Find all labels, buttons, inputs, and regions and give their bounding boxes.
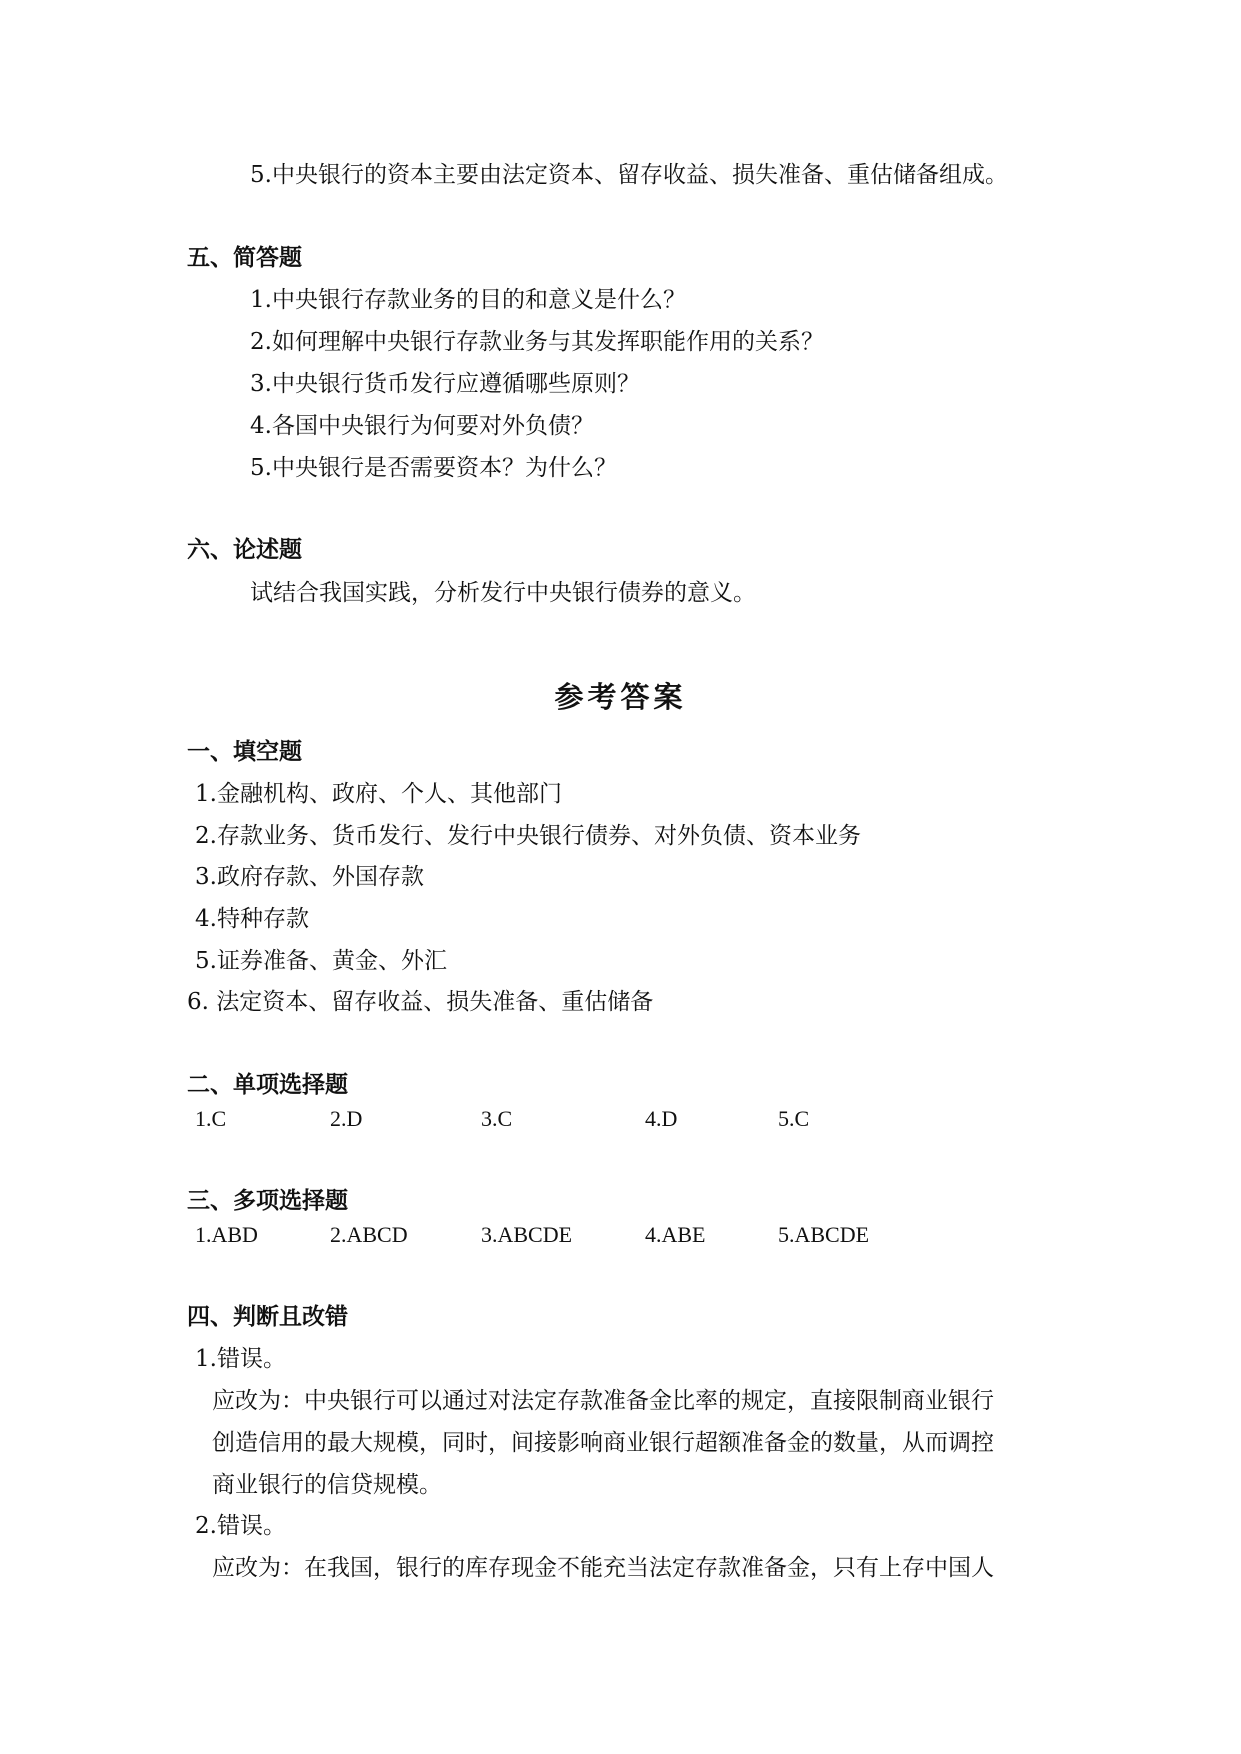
multiple-choice-answer: 4.ABE bbox=[645, 1222, 706, 1247]
short-answer-item: 4.各国中央银行为何要对外负债？ bbox=[250, 413, 594, 439]
single-choice-answer: 3.C bbox=[481, 1106, 513, 1131]
section-heading-single-choice: 二、单项选择题 bbox=[187, 1072, 348, 1098]
single-choice-answer: 1.C bbox=[195, 1106, 227, 1131]
correction-line: 商业银行的信贷规模。 bbox=[212, 1472, 442, 1498]
multiple-choice-answer: 1.ABD bbox=[195, 1222, 258, 1247]
section-heading-true-false: 四、判断且改错 bbox=[187, 1304, 348, 1330]
single-choice-answer: 5.C bbox=[778, 1106, 810, 1131]
section-heading-fill-blank: 一、填空题 bbox=[187, 739, 302, 765]
correction-line: 应改为：在我国，银行的库存现金不能充当法定存款准备金，只有上存中国人 bbox=[212, 1555, 994, 1581]
multiple-choice-answer: 2.ABCD bbox=[330, 1222, 408, 1247]
fill-blank-answer: 6. 法定资本、留存收益、损失准备、重估储备 bbox=[187, 989, 654, 1015]
multiple-choice-answer: 5.ABCDE bbox=[778, 1222, 870, 1247]
correction-line: 应改为：中央银行可以通过对法定存款准备金比率的规定，直接限制商业银行 bbox=[212, 1388, 994, 1414]
answers-title: 参考答案 bbox=[554, 680, 687, 714]
single-choice-answer: 4.D bbox=[645, 1106, 678, 1131]
short-answer-item: 5.中央银行是否需要资本？为什么？ bbox=[250, 455, 617, 481]
short-answer-item: 2.如何理解中央银行存款业务与其发挥职能作用的关系？ bbox=[250, 329, 824, 355]
fill-blank-answer: 3.政府存款、外国存款 bbox=[195, 864, 424, 890]
correction-line: 创造信用的最大规模，同时，间接影响商业银行超额准备金的数量，从而调控 bbox=[212, 1430, 994, 1456]
true-false-answer-label: 2.错误。 bbox=[195, 1513, 286, 1539]
section-heading-short-answer: 五、简答题 bbox=[187, 245, 302, 271]
fill-blank-answer: 5.证券准备、黄金、外汇 bbox=[195, 948, 447, 974]
section-heading-multiple-choice: 三、多项选择题 bbox=[187, 1188, 348, 1214]
multiple-choice-answer: 3.ABCDE bbox=[481, 1222, 573, 1247]
fill-blank-answer: 1.金融机构、政府、个人、其他部门 bbox=[195, 781, 562, 807]
short-answer-item: 1.中央银行存款业务的目的和意义是什么？ bbox=[250, 287, 686, 313]
single-choice-answer: 2.D bbox=[330, 1106, 363, 1131]
short-answer-item: 3.中央银行货币发行应遵循哪些原则？ bbox=[250, 371, 640, 397]
question-5-statement: 5.中央银行的资本主要由法定资本、留存收益、损失准备、重估储备组成。 bbox=[250, 162, 1008, 188]
fill-blank-answer: 4.特种存款 bbox=[195, 906, 309, 932]
section-heading-essay: 六、论述题 bbox=[187, 537, 302, 563]
essay-question: 试结合我国实践，分析发行中央银行债券的意义。 bbox=[250, 580, 756, 606]
fill-blank-answer: 2.存款业务、货币发行、发行中央银行债券、对外负债、资本业务 bbox=[195, 823, 861, 849]
true-false-answer-label: 1.错误。 bbox=[195, 1346, 286, 1372]
